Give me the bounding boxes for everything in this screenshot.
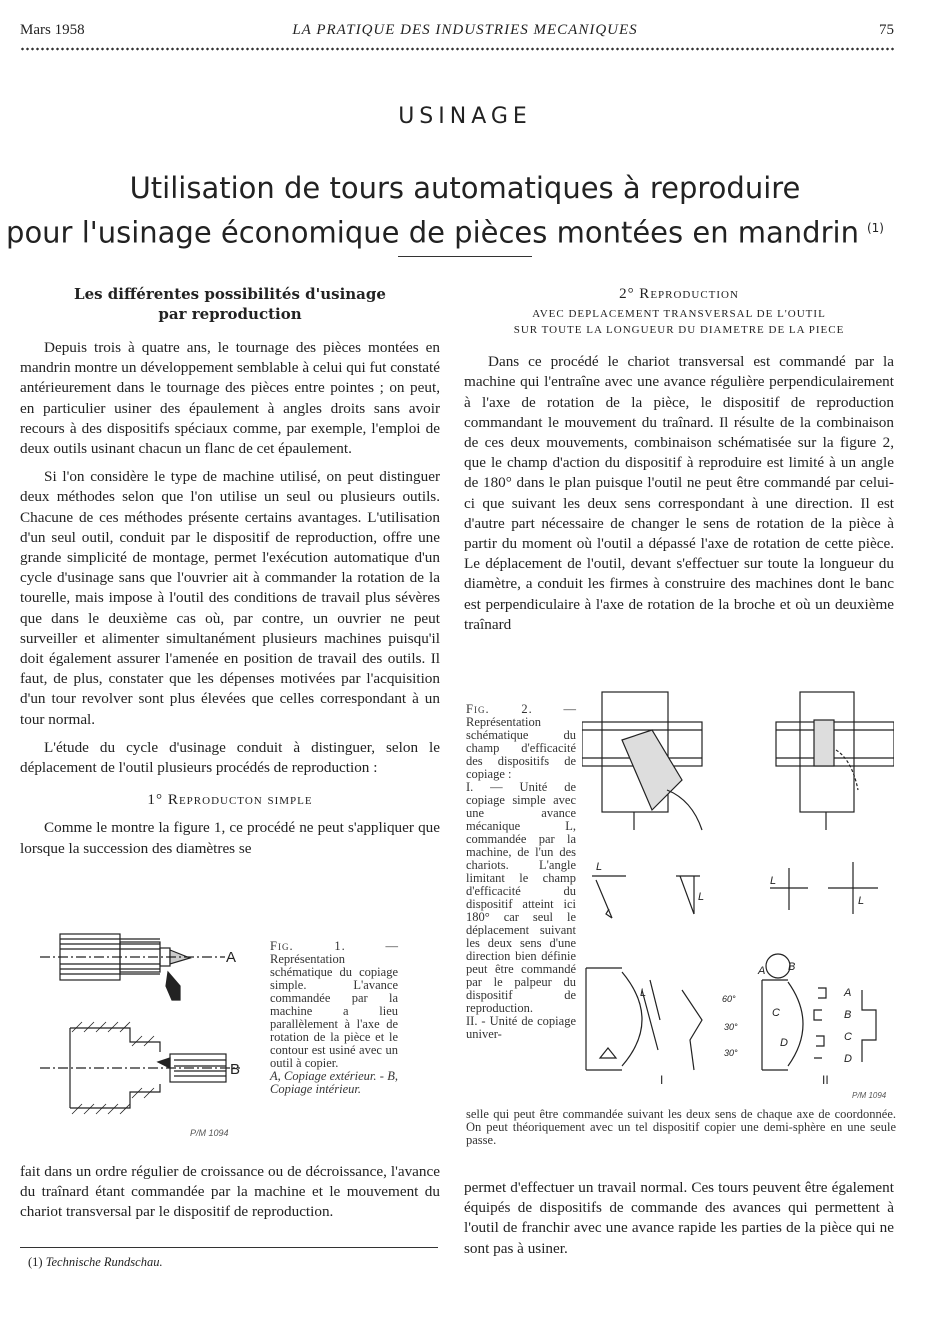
article-title-line2-text: pour l'usinage économique de pièces montées en mandrin [6, 215, 859, 250]
left-paragraph-3: L'étude du cycle d'usinage conduit à distinguer, selon le déplacement de l'outil plusieurs procédés de reproduction : [20, 738, 440, 777]
left-subheading-1: 1° Reproducton simple [147, 791, 313, 809]
right-paragraph-2: permet d'effectuer un travail normal. Ces tours peuvent être également équipés de dispositifs de commande des avances qui permettent à l'outil de franchir avec une avance rapide les parties de la pièce qui ne sont pas à usiner. [464, 1179, 894, 1257]
fig1-reference: P/M 1094 [190, 1128, 229, 1138]
footnote-rule [20, 1247, 438, 1248]
fig1-caption-ab: A, Copiage extérieur. - B, Copiage intérieur. [270, 1069, 398, 1096]
footnote [28, 1255, 163, 1270]
header-dotted-rule [20, 46, 894, 52]
fig2-label-l-3: L [770, 875, 777, 887]
right-subheading-title: 2° Reproduction [619, 286, 739, 302]
fig2-caption-text: — Représentation schématique du champ d'efficacité des dispositifs de copiage : [466, 702, 577, 781]
fig2-label-a-1: A [758, 965, 766, 977]
left-heading-line2: par reproduction [158, 305, 302, 323]
fig2-caption-lead: Fig. 2. [466, 702, 533, 716]
article-title-line1: Utilisation de tours automatiques à reproduire [129, 171, 801, 205]
fig2-label-ii: II [822, 1073, 829, 1087]
fig1-b-workpiece [40, 1022, 240, 1114]
fig1-label-b: B [230, 1061, 241, 1078]
fig2-caption-ii-a: II. - Unité de copiage univer- [466, 1014, 576, 1041]
fig2-label-l-4: L [858, 895, 865, 907]
left-paragraph-1: Depuis trois à quatre ans, le tournage des pièces montées en mandrin montre un développement semblable à celui qui fut constaté antérieurement dans le tournage des pièces entre pointes ; on peut, en particulier usiner des épaulement à angles droits sans avoir recours à des dispositifs spéciaux comme, par exemple, l'emploi de deux outils usinant chacun un flanc de cet épaulement. [20, 339, 440, 458]
fig2-reference: P/M 1094 [852, 1091, 887, 1100]
fig2-label-b-1: B [788, 961, 796, 973]
fig2-label-a-2: A [844, 987, 852, 999]
fig1-caption-lead: Fig. 1. [270, 939, 346, 953]
left-column [20, 284, 440, 859]
left-paragraph-4: Comme le montre la figure 1, ce procédé ne peut s'appliquer que lorsque la succession des diamètres se [20, 819, 440, 857]
fig2-label-i: I [660, 1073, 664, 1087]
journal-title: LA PRATIQUE DES INDUSTRIES MECANIQUES [292, 22, 638, 38]
fig2-label-c-2: C [844, 1031, 852, 1043]
right-subheading-line3: SUR TOUTE LA LONGUEUR DU DIAMETRE DE LA PIECE [513, 324, 845, 337]
fig2-label-60: 60° [722, 994, 736, 1004]
fig2-label-l-2: L [698, 891, 705, 903]
figure-2-caption-continued: selle qui peut être commandée suivant les deux sens de chaque axe de coordonnée. On peut théoriquement avec un tel dispositif copier une demi-sphère en une seule passe. [466, 1107, 896, 1147]
fig2-label-30-a: 30° [724, 1022, 738, 1032]
fig2-direction-diagram-i [592, 876, 700, 918]
fig2-label-b-2: B [844, 1009, 852, 1021]
fig2-label-l-1: L [596, 861, 603, 873]
fig2-label-c-1: C [772, 1007, 780, 1019]
fig2-machine-i [582, 692, 702, 830]
fig2-caption-i: I. — Unité de copiage simple avec une avance mécanique L, commandée par la machine, de l'un des chariots. L'angle limitant le champ d'efficacité du dispositif atteint ici 180° car seul le déplacement suivant les deux sens d'une direction bien définie peut être commandé par le palpeur du dispositif de reproduction. [466, 780, 576, 1015]
footnote-text: Technische Rundschau. [45, 1255, 163, 1269]
fig2-profile-i [586, 968, 702, 1070]
right-column-continued [464, 1178, 894, 1259]
header-date: Mars 1958 [20, 22, 85, 38]
figure-1-drawing [40, 928, 262, 1148]
title-underline [398, 256, 532, 257]
fig2-label-d-1: D [780, 1037, 788, 1049]
figure-2-drawing [582, 690, 894, 1106]
title-footnote-mark: (1) [866, 221, 884, 235]
right-subheading-line2: AVEC DEPLACEMENT TRANSVERSAL DE L'OUTIL [532, 308, 826, 321]
fig2-machine-ii [776, 692, 894, 830]
figure-1-caption [270, 940, 398, 1096]
article-title-line2 [0, 208, 910, 253]
footnote-mark: (1) [28, 1255, 43, 1269]
right-column [464, 284, 894, 635]
left-heading-line1: Les différentes possibilités d'usinage [74, 285, 386, 303]
fig2-label-30-b: 30° [724, 1048, 738, 1058]
left-column-continued [20, 1162, 440, 1223]
left-paragraph-2: Si l'on considère le type de machine utilisé, on peut distinguer deux méthodes selon que l'on utilise un seul ou plusieurs outils. Chacune de ces méthodes présente certains avantages. L'utilisation d'un seul outil, conduit par le dispositif de reproduction, offre une grande simplicité de montage, permet l'exécution automatique d'un cycle d'usinage sans que l'ouvrier ait à commander la rotation de la tourelle, mais impose à l'outil des conditions de travail plus sévères que dans le deuxième cas où, par contre, un ouvrier ne peut surveiller et alimenter simultanément plusieurs machines puisqu'il doit également assurer l'amenée en position de travail des outils. Il faut, de plus, constater que les dépenses motivées par l'acquisition d'un tour revolver sont plus élevées que celles correspondant à un tour normal. [20, 468, 440, 728]
fig2-label-d-2: D [844, 1053, 852, 1065]
left-paragraph-5: fait dans un ordre régulier de croissance ou de décroissance, l'avance du traînard étant commandée par la machine et le mouvement du chariot transversal par le dispositif de reproduction. [20, 1163, 440, 1221]
fig1-label-a: A [226, 949, 237, 966]
page-number: 75 [879, 22, 894, 38]
fig1-a-workpiece [40, 934, 225, 1000]
right-paragraph-1: Dans ce procédé le chariot transversal est commandé par la machine qui l'entraîne avec une avance régulière perpendiculairement à l'axe de rotation de la pièce, le dispositif de reproduction commandant le mouvement du traînard. Il résulte de la combinaison de ces deux mouvements, combinaison schématisée sur la figure 2, que le champ d'action du dispositif à reproduire est limité à un angle de 180° dans le plan puisque l'outil ne peut être commandé par celui-ci que suivant les deux sens correspondant à une direction. Il est d'autre part nécessaire de changer le sens de rotation de la pièce à partir du moment où l'outil a dépassé l'axe de rotation de cette pièce. Le déplacement de l'outil, devant s'effectuer sur toute la longueur du diamètre, a conduit les firmes à construire des machines dont le banc est perpendiculaire à l'axe de rotation de la broche et où un deuxième traînard [464, 353, 894, 633]
figure-2-caption [466, 703, 576, 1041]
fig2-label-l-5: L [640, 987, 647, 999]
fig1-caption-text: — Représentation schématique du copiage simple. L'avance commandée par la machine a lieu parallèlement à l'axe de rotation de la pièce et le contour est usiné avec un outil à copier. [270, 939, 399, 1070]
section-label: USINAGE [398, 104, 532, 129]
